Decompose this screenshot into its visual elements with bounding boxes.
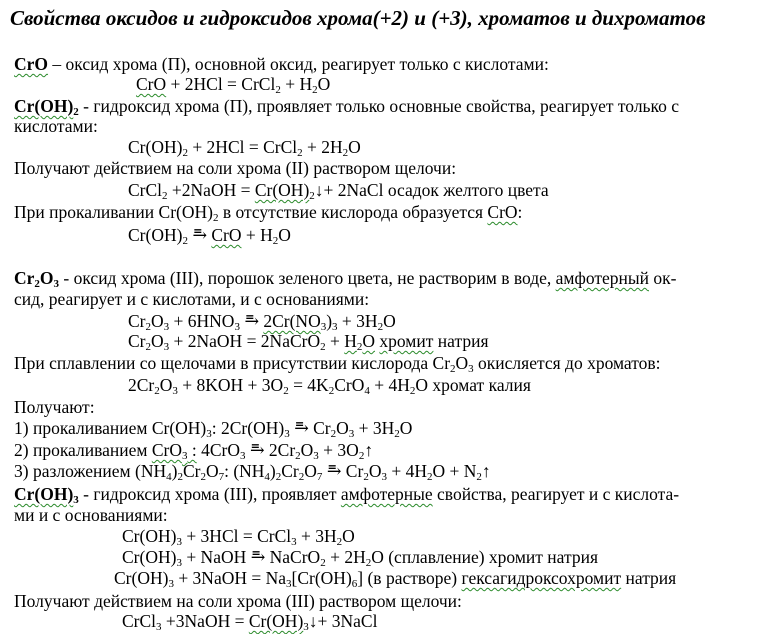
text-run: CrCl bbox=[122, 611, 157, 631]
text-run: + 6HNO bbox=[169, 311, 235, 331]
text-run: Получают действием на соли хрома (III) раствором щелочи: bbox=[14, 591, 462, 611]
subscript: 2 bbox=[365, 557, 372, 569]
text-run: ↑ bbox=[481, 461, 491, 481]
text-line bbox=[14, 440, 373, 460]
text-run: + 2H bbox=[325, 547, 366, 567]
subscript: 3 bbox=[176, 557, 182, 569]
text-run: CrO bbox=[211, 225, 242, 245]
text-line bbox=[14, 397, 95, 417]
text-run: + bbox=[325, 331, 345, 351]
text-run: + 8KOH + 3O bbox=[177, 375, 284, 395]
text-line bbox=[122, 611, 377, 631]
text-line bbox=[122, 526, 355, 546]
text-run: + 3H bbox=[354, 418, 395, 438]
text-run: ⥱ 2Cr bbox=[245, 440, 296, 460]
text-run: Получают: bbox=[14, 397, 95, 417]
text-run: + 3H bbox=[337, 311, 378, 331]
subscript: 3 bbox=[313, 450, 319, 462]
subscript: 2 bbox=[200, 471, 206, 483]
text-run: ⥱ bbox=[187, 225, 212, 245]
text-run: 2Cr bbox=[128, 375, 155, 395]
text-run: Cr(OH) bbox=[254, 180, 310, 200]
subscript: 2 bbox=[426, 471, 433, 483]
text-run: + 2NaOH = 2NaCrO bbox=[169, 331, 321, 351]
subscript: 2 bbox=[275, 471, 282, 483]
text-run: : 2Cr(OH) bbox=[211, 418, 285, 438]
text-run: O bbox=[151, 311, 164, 331]
text-run: ⥱ Cr bbox=[322, 461, 364, 481]
text-run: O bbox=[348, 137, 361, 157]
text-run: O + N bbox=[432, 461, 477, 481]
text-run: O bbox=[342, 526, 355, 546]
subscript: 3 bbox=[284, 428, 290, 440]
text-run: натрия bbox=[433, 331, 489, 351]
text-run: + 4H bbox=[386, 461, 427, 481]
text-run: : (NH bbox=[224, 461, 265, 481]
subscript: 2 bbox=[154, 385, 160, 397]
text-run: = 4K bbox=[288, 375, 329, 395]
subscript: 2 bbox=[34, 278, 40, 290]
text-line bbox=[14, 202, 522, 222]
text-run: ) bbox=[326, 311, 333, 331]
text-run: O bbox=[336, 418, 349, 438]
text-run: +2NaOH = bbox=[167, 180, 255, 200]
text-run: При сплавлении со щелочами в присутствии кислорода Cr bbox=[14, 353, 451, 373]
subscript: 2 bbox=[275, 84, 281, 96]
text-run: ⥱ Cr bbox=[289, 418, 331, 438]
text-run: ↓+ 3NaCl bbox=[308, 611, 378, 631]
subscript: 3 bbox=[168, 578, 174, 590]
text-run: : bbox=[517, 202, 523, 222]
subscript: 7 bbox=[316, 471, 323, 483]
subscript: 2 bbox=[358, 450, 365, 462]
text-run: 2) прокаливанием bbox=[14, 440, 152, 460]
text-run: хромит bbox=[379, 331, 434, 351]
subscript: 2 bbox=[330, 428, 337, 440]
subscript: 3 bbox=[163, 321, 170, 333]
text-run: + 4H bbox=[369, 375, 410, 395]
subscript: 3 bbox=[239, 450, 246, 462]
subscript: 3 bbox=[348, 428, 355, 440]
text-run: Cr(OH) bbox=[122, 526, 177, 546]
text-run: - оксид хрома (III), порошок зеленого цвета, не растворим в воде, bbox=[59, 268, 556, 288]
text-run: натрия bbox=[621, 568, 677, 588]
text-line bbox=[14, 418, 412, 438]
text-run: [Cr(OH) bbox=[291, 568, 352, 588]
text-run: + 2HCl = CrCl bbox=[187, 137, 298, 157]
text-run: + H bbox=[280, 74, 313, 94]
subscript: 3 bbox=[73, 494, 79, 506]
text-run: CrCl bbox=[128, 180, 163, 200]
text-run: кислотами: bbox=[14, 116, 98, 136]
subscript: 3 bbox=[381, 471, 387, 483]
text-run: O bbox=[383, 311, 396, 331]
text-line bbox=[128, 331, 489, 351]
subscript: 3 bbox=[163, 341, 170, 353]
subscript: 2 bbox=[182, 235, 188, 247]
text-run: CrO bbox=[487, 202, 518, 222]
text-line bbox=[114, 568, 676, 588]
text-run: + 2HCl = CrCl bbox=[166, 74, 276, 94]
text-run: Cr bbox=[14, 268, 35, 288]
text-run: ] (в растворе) bbox=[357, 568, 462, 588]
text-run: + 3O bbox=[318, 440, 359, 460]
subscript: 2 bbox=[212, 212, 219, 224]
text-run: O bbox=[317, 74, 331, 94]
text-run: CrO bbox=[334, 375, 365, 395]
text-line bbox=[14, 505, 168, 525]
text-line bbox=[128, 180, 549, 200]
text-run: Cr(OH) bbox=[128, 225, 183, 245]
text-line bbox=[128, 311, 396, 331]
text-run: 3) разложением (NH bbox=[14, 461, 167, 481]
text-run: 2Cr(NO bbox=[263, 311, 321, 331]
text-run: Cr(OH) bbox=[128, 137, 183, 157]
text-run: - гидроксид хрома (III), проявляет bbox=[78, 484, 341, 504]
subscript: 2 bbox=[297, 147, 303, 159]
subscript: 3 bbox=[468, 363, 474, 375]
subscript: 3 bbox=[332, 321, 338, 333]
subscript: 3 bbox=[291, 536, 297, 548]
text-run: сид, реагирует и с кислотами, и с основаниями: bbox=[14, 289, 370, 309]
text-line bbox=[14, 289, 369, 309]
subscript: 2 bbox=[145, 341, 151, 353]
text-run: ) bbox=[269, 461, 276, 481]
text-run: CrO bbox=[14, 54, 49, 74]
text-run: + 3H bbox=[296, 526, 337, 546]
subscript: 3 bbox=[181, 450, 188, 462]
subscript: 2 bbox=[336, 536, 343, 548]
subscript: 2 bbox=[283, 385, 289, 397]
text-run: окисляется до хроматов: bbox=[473, 353, 661, 373]
subscript: 3 bbox=[176, 536, 182, 548]
text-line bbox=[14, 268, 676, 288]
text-run: Cr bbox=[128, 331, 146, 351]
subscript: 2 bbox=[162, 190, 168, 202]
subscript: 2 bbox=[450, 363, 456, 375]
text-run: гексагидроксохромит bbox=[461, 568, 622, 588]
text-run: CrO bbox=[151, 440, 182, 460]
subscript: 2 bbox=[328, 385, 335, 397]
subscript: 2 bbox=[320, 341, 326, 353]
text-run: O bbox=[304, 461, 317, 481]
text-run: ⥱ bbox=[239, 311, 264, 331]
text-run: 1) прокаливанием Cr(OH) bbox=[14, 418, 207, 438]
text-run: Cr bbox=[281, 461, 299, 481]
subscript: 4 bbox=[364, 385, 370, 397]
text-line bbox=[128, 137, 361, 157]
text-line bbox=[136, 74, 330, 94]
subscript: 2 bbox=[476, 471, 482, 483]
text-run: O bbox=[159, 375, 173, 395]
subscript: 2 bbox=[342, 147, 349, 159]
subscript: 3 bbox=[156, 621, 162, 633]
text-run: O bbox=[151, 331, 164, 351]
text-run: : bbox=[187, 440, 197, 460]
text-run: в отсутствие кислорода образуется bbox=[218, 202, 488, 222]
subscript: 4 bbox=[264, 471, 270, 483]
text-run: H bbox=[344, 331, 357, 351]
text-line bbox=[14, 158, 456, 178]
text-run: O bbox=[300, 440, 314, 460]
text-run: Cr(OH) bbox=[248, 611, 304, 631]
document-title: Свойства оксидов и гидроксидов хрома(+2) и (+3), хроматов и дихроматов bbox=[10, 6, 706, 30]
text-run: - гидроксид хрома (П), проявляет только основные свойства, реагирует только с bbox=[78, 96, 680, 116]
text-run: 4CrO bbox=[196, 440, 240, 460]
subscript: 2 bbox=[177, 471, 183, 483]
subscript: 2 bbox=[309, 190, 315, 202]
text-run: Cr(OH) bbox=[14, 96, 74, 116]
text-run: O bbox=[399, 418, 413, 438]
text-run: Cr(OH) bbox=[122, 547, 177, 567]
text-run: + H bbox=[241, 225, 273, 245]
text-run: – оксид хрома (П), основной оксид, реагирует только с кислотами: bbox=[48, 54, 549, 74]
text-line bbox=[14, 591, 462, 611]
subscript: 3 bbox=[172, 385, 178, 397]
subscript: 2 bbox=[363, 471, 369, 483]
text-run: амфотерные bbox=[340, 484, 433, 504]
text-run: O bbox=[278, 225, 291, 245]
text-line bbox=[14, 116, 98, 136]
text-run: Cr(OH) bbox=[14, 484, 74, 504]
subscript: 2 bbox=[182, 147, 188, 159]
text-line bbox=[14, 54, 549, 74]
subscript: 2 bbox=[320, 557, 326, 569]
text-run: ми и с основаниями: bbox=[14, 505, 168, 525]
text-run: +3NaOH = bbox=[161, 611, 249, 631]
subscript: 2 bbox=[312, 84, 318, 96]
text-run: При прокаливании Cr(OH) bbox=[14, 202, 213, 222]
text-run: O bbox=[205, 461, 219, 481]
subscript: 2 bbox=[298, 471, 305, 483]
subscript: 2 bbox=[145, 321, 151, 333]
text-line bbox=[14, 96, 679, 116]
subscript: 3 bbox=[206, 428, 212, 440]
text-run: Cr bbox=[128, 311, 146, 331]
subscript: 3 bbox=[234, 321, 240, 333]
subscript: 2 bbox=[394, 428, 400, 440]
text-run: ) bbox=[171, 461, 178, 481]
subscript: 2 bbox=[377, 321, 384, 333]
text-run: свойства, реагирует и с кислота- bbox=[432, 484, 680, 504]
subscript: 3 bbox=[303, 621, 309, 633]
text-run: CrO bbox=[136, 74, 167, 94]
text-run: O хромат калия bbox=[415, 375, 531, 395]
text-run: ↓+ 2NaCl осадок желтого цвета bbox=[314, 180, 549, 200]
text-run: + NaOH ⥱ NaCrO bbox=[181, 547, 321, 567]
text-line bbox=[14, 484, 679, 504]
subscript: 2 bbox=[73, 106, 79, 118]
text-line bbox=[14, 461, 491, 481]
subscript: 2 bbox=[295, 450, 301, 462]
subscript: 2 bbox=[409, 385, 416, 397]
text-line bbox=[14, 353, 661, 373]
subscript: 3 bbox=[286, 578, 292, 590]
subscript: 3 bbox=[320, 321, 327, 333]
text-run: O bbox=[455, 353, 469, 373]
text-run: ↑ bbox=[364, 440, 374, 460]
text-run: амфотерный bbox=[555, 268, 649, 288]
subscript: 2 bbox=[272, 235, 279, 247]
text-line bbox=[122, 547, 598, 567]
text-run: + 2H bbox=[302, 137, 343, 157]
subscript: 4 bbox=[166, 471, 172, 483]
subscript: 3 bbox=[53, 278, 60, 290]
text-run: O bbox=[368, 461, 382, 481]
text-run: Cr bbox=[182, 461, 201, 481]
subscript: 2 bbox=[356, 341, 363, 353]
text-run: Получают действием на соли хрома (II) раствором щелочи: bbox=[14, 158, 457, 178]
text-run: O bbox=[39, 268, 54, 288]
text-run: ок- bbox=[649, 268, 677, 288]
subscript: 7 bbox=[218, 471, 225, 483]
text-run: O bbox=[362, 331, 376, 351]
text-run: + 3HCl = CrCl bbox=[181, 526, 292, 546]
text-line bbox=[128, 375, 531, 395]
subscript: 6 bbox=[351, 578, 358, 590]
text-run: + 3NaOH = Na bbox=[173, 568, 287, 588]
text-line bbox=[128, 225, 291, 245]
text-run: O (сплавление) хромит натрия bbox=[371, 547, 599, 567]
text-run: Cr(OH) bbox=[114, 568, 169, 588]
